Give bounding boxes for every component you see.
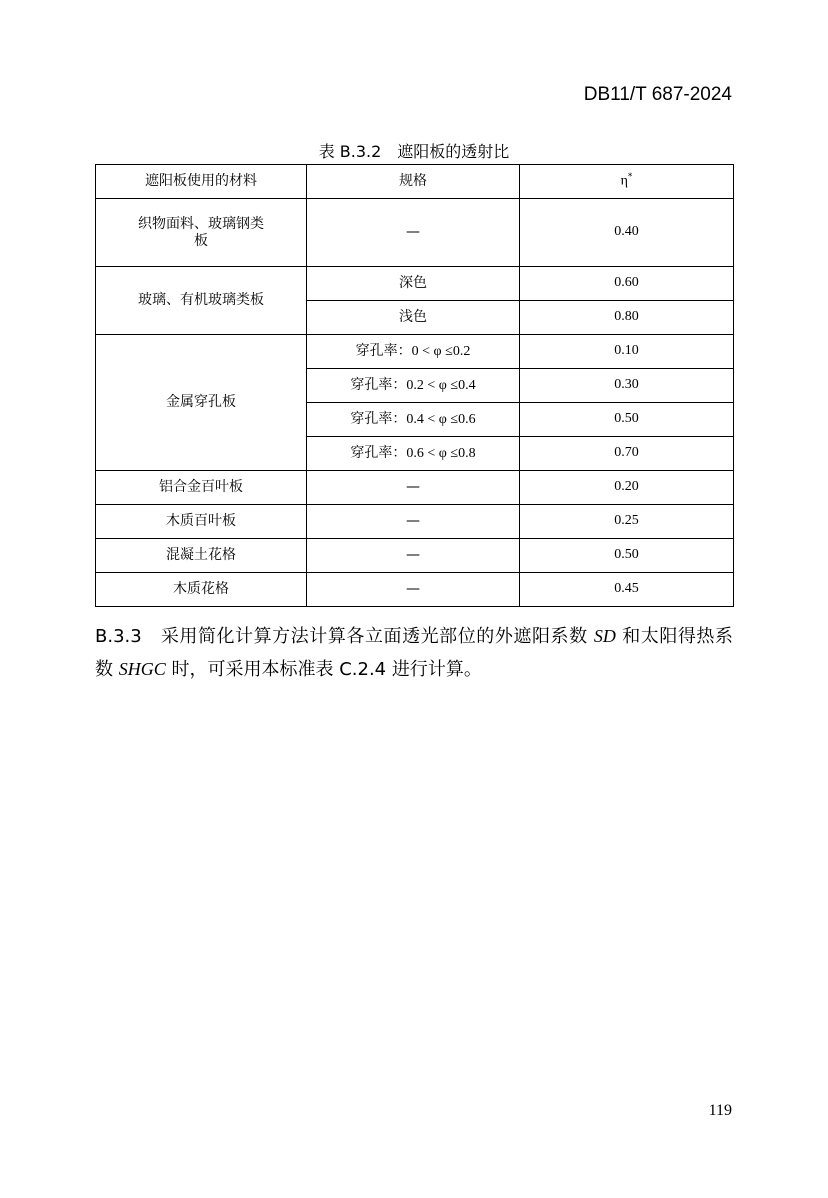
cell-material: 铝合金百叶板 (96, 471, 307, 505)
header-eta (520, 165, 734, 199)
cell-eta: 0.25 (520, 505, 734, 539)
table-header-row (96, 165, 734, 199)
cell-spec: 浅色 (307, 301, 520, 335)
cell-spec: 穿孔率：0 < φ ≤0.2 (307, 335, 520, 369)
header-spec: 规格 (307, 165, 520, 199)
cell-eta: 0.20 (520, 471, 734, 505)
cell-spec: 穿孔率：0.4 < φ ≤0.6 (307, 403, 520, 437)
cell-material: 木质百叶板 (96, 505, 307, 539)
document-code: DB11/T 687-2024 (583, 84, 732, 105)
cell-eta: 0.45 (520, 573, 734, 607)
clause-number: B.3.3 (95, 626, 142, 647)
term-shgc: SHGC (118, 659, 166, 679)
term-sd: SD (593, 626, 616, 646)
cell-material: 混凝土花格 (96, 539, 307, 573)
cell-material: 织物面料、玻璃钢类 板 (96, 199, 307, 267)
cell-spec: 穿孔率：0.2 < φ ≤0.4 (307, 369, 520, 403)
cell-eta: 0.70 (520, 437, 734, 471)
cell-spec: — (307, 471, 520, 505)
table-row (96, 505, 734, 539)
cell-eta: 0.50 (520, 403, 734, 437)
cell-spec: — (307, 539, 520, 573)
table-caption: 表 B.3.2 遮阳板的透射比 (318, 142, 510, 161)
eta-symbol: η (620, 173, 628, 189)
transmittance-table (95, 164, 734, 607)
cell-material: 玻璃、有机玻璃类板 (96, 267, 307, 335)
cell-spec: — (307, 199, 520, 267)
table-row (96, 335, 734, 369)
table-row (96, 573, 734, 607)
cell-eta: 0.60 (520, 267, 734, 301)
cell-eta: 0.40 (520, 199, 734, 267)
cell-eta: 0.80 (520, 301, 734, 335)
table-row (96, 267, 734, 301)
cell-spec: — (307, 505, 520, 539)
table-row (96, 539, 734, 573)
cell-material: 木质花格 (96, 573, 307, 607)
header-material: 遮阳板使用的材料 (96, 165, 307, 199)
cell-eta: 0.10 (520, 335, 734, 369)
eta-footnote-mark: * (627, 172, 633, 183)
cell-eta: 0.30 (520, 369, 734, 403)
cell-eta: 0.50 (520, 539, 734, 573)
table-row (96, 199, 734, 267)
table-row (96, 471, 734, 505)
cell-spec: 穿孔率：0.6 < φ ≤0.8 (307, 437, 520, 471)
cell-spec: 深色 (307, 267, 520, 301)
clause-b-3-3: B.3.3 采用简化计算方法计算各立面透光部位的外遮阳系数 SD 和太阳得热系数 SHGC 时，可采用本标准表 C.2.4 进行计算。 (95, 626, 733, 680)
cell-spec: — (307, 573, 520, 607)
cell-material: 金属穿孔板 (96, 335, 307, 471)
page-number: 119 (708, 1102, 732, 1119)
